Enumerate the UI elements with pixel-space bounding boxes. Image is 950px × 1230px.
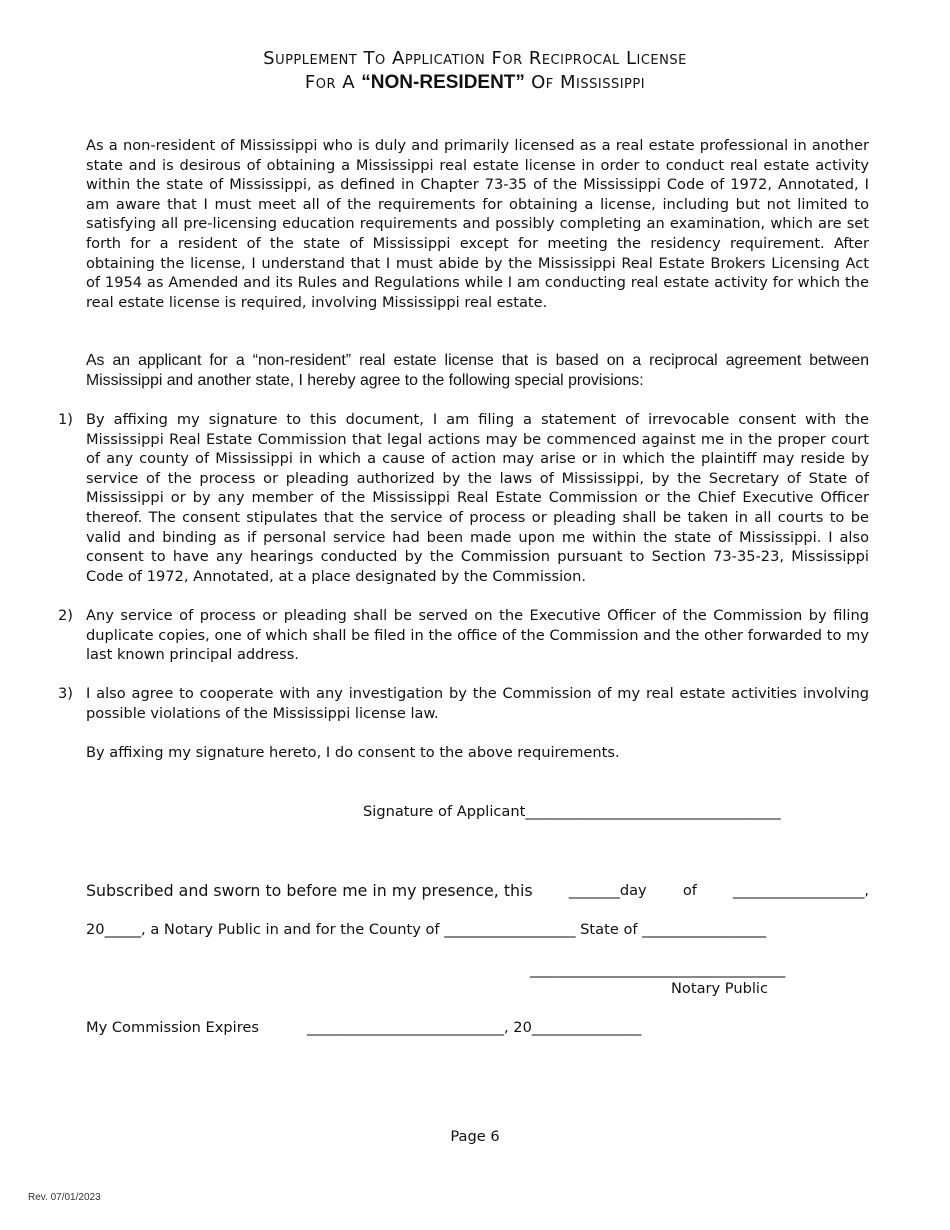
title-line-1: Supplement To Application For Reciprocal License xyxy=(263,48,687,69)
signature-label: Signature of Applicant xyxy=(363,803,526,820)
notary-year-county-text: 20_____, a Notary Public in and for the County of xyxy=(86,921,440,938)
notary-day-label: day xyxy=(619,882,647,899)
provision-text: Any service of process or pleading shall be served on the Executive Officer of the Commission by filing duplicate copies, one of which shall be filed in the office of the Commission and the other forwarded to my last known principal address. xyxy=(86,607,869,664)
notary-state-label: State of xyxy=(580,921,638,938)
provision-1 xyxy=(58,410,869,586)
title-line-2 xyxy=(0,72,950,94)
provision-2 xyxy=(58,606,869,665)
notary-state-blank[interactable]: _________________ xyxy=(642,921,767,938)
revision-date: Rev. 07/01/2023 xyxy=(28,1192,101,1203)
notary-public-label: Notary Public xyxy=(671,980,768,997)
commission-expires-label: My Commission Expires xyxy=(86,1019,259,1036)
notary-day-group xyxy=(569,881,647,901)
title-line-2-post: Of Mississippi xyxy=(524,72,646,93)
provision-number: 1) xyxy=(58,411,73,428)
notary-line-2 xyxy=(86,920,766,940)
provision-3 xyxy=(58,684,869,723)
title-non-resident: “NON-RESIDENT” xyxy=(361,72,525,93)
page-number: Page 6 xyxy=(450,1128,500,1145)
notary-county-blank[interactable]: __________________ xyxy=(444,921,576,938)
notary-line-1 xyxy=(86,881,869,901)
commission-expires-blank[interactable]: ___________________________, 20_______________ xyxy=(307,1019,642,1036)
notary-month-blank[interactable]: __________________, xyxy=(733,882,869,899)
notary-signature-blank[interactable]: ___________________________________ xyxy=(530,961,786,978)
applicant-signature-line xyxy=(363,802,781,822)
provision-number: 3) xyxy=(58,685,73,702)
intro-paragraph-2: As an applicant for a “non-resident” real estate license that is based on a reciprocal agreement between Mississippi and another state, I hereby agree to the following special provisions: xyxy=(86,352,869,389)
intro-paragraph-1: As a non-resident of Mississippi who is duly and primarily licensed as a real estate professional in another state and is desirous of obtaining a Mississippi real estate license in order to conduct real estate activity within the state of Mississippi, as defined in Chapter 73-35 of the Mississippi Code of 1972, Annotated, I am aware that I must meet all of the requirements for obtaining a license, including but not limited to satisfying all pre-licensing education requirements and possibly completing an examination, which are set forth for a resident of the state of Mississippi except for meeting the residency requirement. After obtaining the license, I understand that I must abide by the Mississippi Real Estate Brokers Licensing Act of 1954 as Amended and its Rules and Regulations while I am conducting real estate activity for which the real estate license is required, involving Mississippi real estate. xyxy=(86,137,869,311)
title-line-2-pre: For A xyxy=(304,72,362,93)
notary-of-label: of xyxy=(682,882,697,899)
notary-day-blank[interactable]: _______ xyxy=(568,882,620,899)
provision-text: By affixing my signature to this document, I am filing a statement of irrevocable consent with the Mississippi Real Estate Commission that legal actions may be commenced against me in the proper court of any county of Mississippi in which a cause of action may arise or in which the plaintiff may reside by service of the process or pleading authorized by the laws of Mississippi, by the Secretary of State of Mississippi or by any member of the Mississippi Real Estate Commission or the Chief Executive Officer thereof. The consent stipulates that the service of process or pleading shall be taken in all courts to be valid and binding as if personal service had been made upon me within the state of Mississippi. I also consent to have any hearings conducted by the Commission pursuant to Section 73-35-23, Mississippi Code of 1972, Annotated, at a place designated by the Commission. xyxy=(86,411,869,585)
provision-text: I also agree to cooperate with any investigation by the Commission of my real estate activities involving possible violations of the Mississippi license law. xyxy=(86,685,869,722)
consent-statement: By affixing my signature hereto, I do consent to the above requirements. xyxy=(86,744,620,761)
signature-blank[interactable]: ___________________________________ xyxy=(525,803,781,820)
notary-subscribed-text: Subscribed and sworn to before me in my presence, this xyxy=(86,881,533,900)
provision-number: 2) xyxy=(58,607,73,624)
